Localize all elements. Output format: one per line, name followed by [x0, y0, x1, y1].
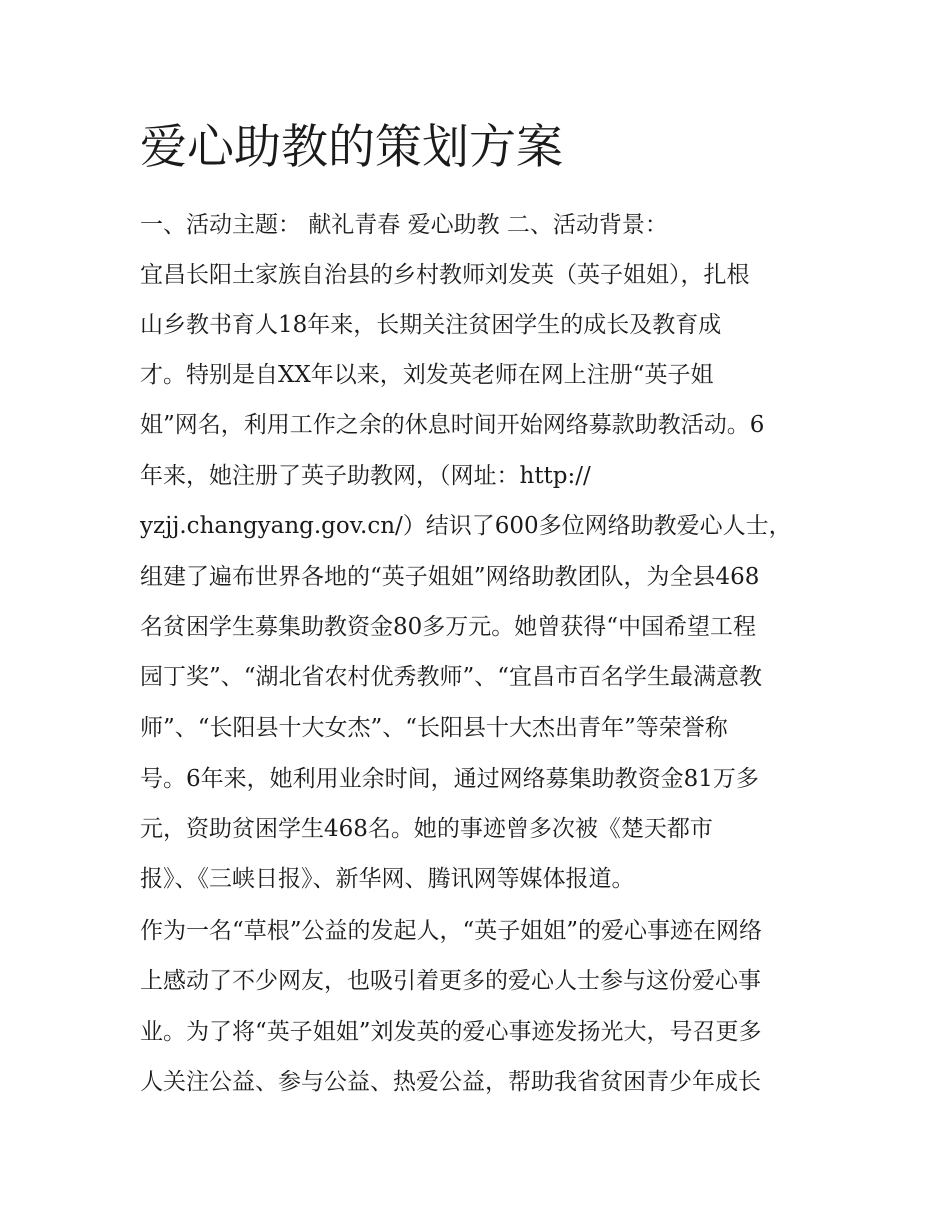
text-line: 山乡教书育人18年来，长期关注贫困学生的成长及教育成	[140, 312, 722, 338]
text-line: 人关注公益、参与公益、热爱公益，帮助我省贫困青少年成长	[140, 1069, 761, 1095]
text-line: 作为一名“草根”公益的发起人，“英子姐姐”的爱心事迹在网络	[140, 918, 763, 944]
text-line: 姐”网名，利用工作之余的休息时间开始网络募款助教活动。6	[140, 412, 765, 438]
text-line: 才。特别是自XX年以来，刘发英老师在网上注册“英子姐	[140, 362, 714, 388]
text-line: 宜昌长阳土家族自治县的乡村教师刘发英（英子姐姐），扎根	[140, 262, 750, 288]
text-line: 园丁奖”、“湖北省农村优秀教师”、“宜昌市百名学生最满意教	[140, 664, 763, 690]
text-line-activity-theme: 一、活动主题： 献礼青春 爱心助教 二、活动背景：	[140, 212, 668, 238]
text-line: 名贫困学生募集助教资金80多万元。她曾获得“中国希望工程	[140, 614, 757, 640]
text-line: 上感动了不少网友，也吸引着更多的爱心人士参与这份爱心事	[140, 968, 761, 994]
text-line: 组建了遍布世界各地的“英子姐姐”网络助教团队，为全县468	[140, 564, 760, 590]
text-line: 年来，她注册了英子助教网，（网址：http://	[140, 463, 591, 489]
text-line: 号。6年来，她利用业余时间，通过网络募集助教资金81万多	[140, 766, 759, 792]
text-line: 报》、《三峡日报》、新华网、腾讯网等媒体报道。	[140, 866, 635, 892]
text-line: 元，资助贫困学生468名。她的事迹曾多次被《楚天都市	[140, 816, 713, 842]
text-line-website: yzjj.changyang.gov.cn/）结识了600多位网络助教爱心人士，	[140, 513, 792, 539]
document-title: 爱心助教的策划方案	[140, 120, 563, 175]
text-line: 业。为了将“英子姐姐”刘发英的爱心事迹发扬光大，号召更多	[140, 1019, 762, 1045]
text-line: 师”、“长阳县十大女杰”、“长阳县十大杰出青年”等荣誉称	[140, 715, 728, 741]
